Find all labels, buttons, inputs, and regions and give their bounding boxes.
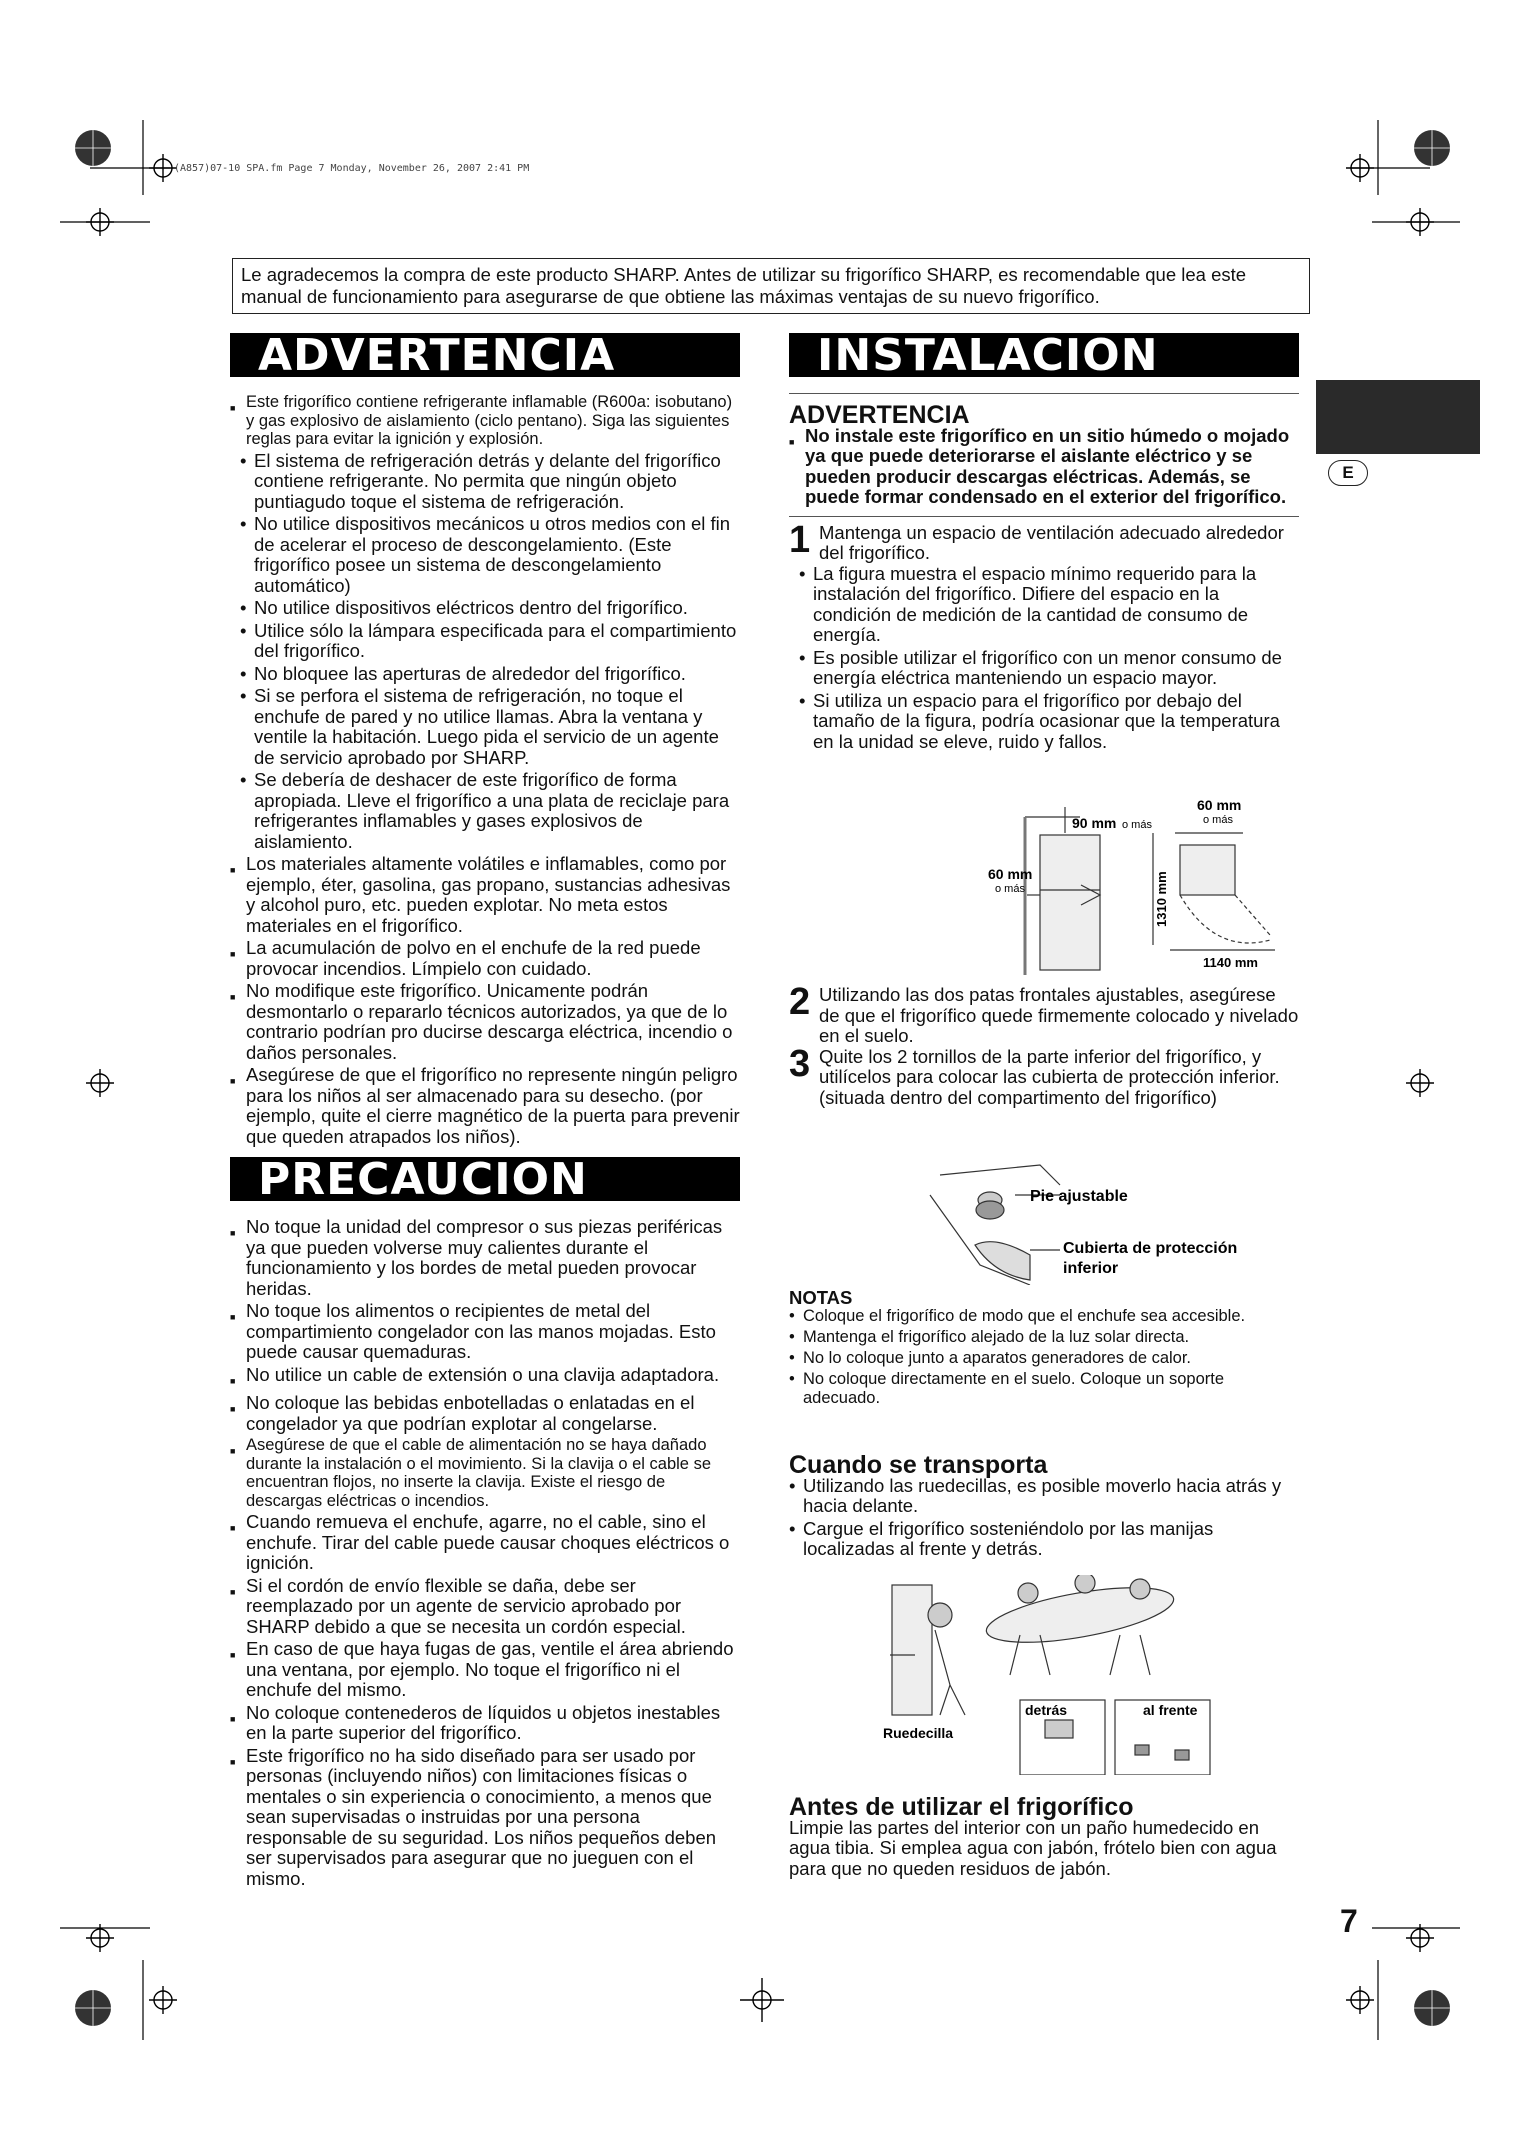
instalacion-warning-title: ADVERTENCIA [789, 401, 970, 429]
precaucion-item: No coloque contenederos de líquidos u objetos inestables en la parte superior del frigorífico. [246, 1701, 721, 1743]
precaucion-item: No toque los alimentos o recipientes de metal del compartimiento congelador con las manos mojadas. Esto puede causar quemaduras. [246, 1300, 716, 1362]
advertencia-sub: No utilice dispositivos mecánicos u otros medios con el fin de acelerar el proceso de descongelamiento. (Este frigorífico posee un sistema de descongelamiento automático) [254, 513, 731, 596]
steps-2-3 [789, 981, 1299, 1108]
cubierta-label-2: inferior [1063, 1260, 1119, 1277]
side-tab-letter: E [1328, 460, 1368, 486]
advertencia-sub: Se debería de deshacer de este frigorífico de forma apropiada. Lleve el frigorífico a una plata de reciclaje para refrigerantes inflamables y gases explosivos de aislamiento. [254, 769, 730, 852]
advertencia-item: No modifique este frigorífico. Unicamente podrán desmontarlo o repararlo técnicos autorizados, ya que de lo contrario podrían pro ducirse descarga eléctrica, incendio o daños personales. [246, 980, 733, 1063]
transporta-title: Cuando se transporta [789, 1451, 1048, 1479]
advertencia-sub: No utilice dispositivos eléctricos dentro del frigorífico. [254, 597, 688, 618]
step-text: Utilizando las dos patas frontales ajustables, asegúrese de que el frigorífico quede firmemente colocado y nivelado en el suelo. [819, 984, 1299, 1046]
nota-item: Mantenga el frigorífico alejado de la luz solar directa. [803, 1328, 1190, 1346]
precaucion-banner: PRECAUCION [230, 1157, 740, 1201]
nota-item: Coloque el frigorífico de modo que el enchufe sea accesible. [803, 1307, 1246, 1325]
transporta-item: Utilizando las ruedecillas, es posible moverlo hacia atrás y hacia delante. [803, 1474, 1282, 1516]
advertencia-body: ■ Este frigorífico contiene refrigerante inflamable (R600a: isobutano) y gas explosivo de aislamiento (ciclo pentano). Siga las siguientes reglas para evitar la ignición y explosión. • El sistema de refrigeración detrás y delante del frigorífico contiene refrigerante. No permita que ningún objeto puntiagudo toque el sistema de refrigeración. • No utilice dispositivos mecánicos u otros medios con el fin de acelerar el proceso de descongelamiento. (Este frigorífico posee un sistema de descongelamiento automático) • No utilice dispositivos eléctricos dentro del frigorífico. • Utilice sólo la lámpara especificada para el compartimiento del frigorífico. • No bloquee las aperturas de alrededor del frigorífico. • Si se perfora el sistema de refrigeración, no toque el enchufe de pared y no utilice llamas. Abra la ventana y ventile la habitación. Luego pida el servicio de un agente de servicio aprobado por SHARP. • Se debería de deshacer de este frigorífico de forma apropiada. Lleve el frigorífico a una plata de reciclaje para refrigerantes inflamables y gases explosivos de aislamiento. ■ Los materiales altamente volátiles e inflamables, como por ejemplo, éter, gasolina, gas propano, sustancias adhesivas y alcohol puro, etc. pueden explotar. No meta estos materiales en el frigorífico. ■ La acumulación de polvo en el enchufe de la red puede provocar incendios. Límpielo con cuidado. ■ No modifique este frigorífico. Unicamente podrán desmontarlo o repararlo técnicos autorizados, ya que de lo contrario podrían pro ducirse descarga eléctrica, incendio o daños personales. ■ Asegúrese de que el frigorífico no represente ningún peligro para los niños al ser almacenado para su desecho. (por ejemplo, quite el cierre magnético de la puerta para prevenir que queden atrapados los niños). [230, 393, 740, 1147]
nota-item: No coloque directamente en el suelo. Coloque un soporte adecuado. [803, 1370, 1225, 1407]
leg-cover-diagram [920, 1145, 1300, 1285]
notas-section: NOTAS • Coloque el frigorífico de modo que el enchufe sea accesible. • Mantenga el frigorífico alejado de la luz solar directa. • No lo coloque junto a aparatos generadores de calor. • No coloque directamente en el suelo. Coloque un soporte adecuado. [789, 1288, 1299, 1410]
transporta-section: Cuando se transporta • Utilizando las ruedecillas, es posible moverlo hacia atrás y hacia delante. • Cargue el frigorífico sosteniéndolo por las manijas localizadas al frente y detrás. [789, 1455, 1299, 1562]
precaucion-item: Asegúrese de que el cable de alimentación no se haya dañado durante la instalación o el movimiento. Si la clavija o el cable se encuentran flojos, no inserte la clavija. Existe el riesgo de descargas eléctricas o incendios. [246, 1436, 711, 1510]
detras-label: detrás [1025, 1702, 1068, 1718]
ruedecilla-label: Ruedecilla [883, 1725, 954, 1741]
antes-text: Limpie las partes del interior con un paño humedecido en agua tibia. Si emplea agua con jabón, frótelo bien con agua para que no queden residuos de jabón. [789, 1816, 1277, 1879]
precaucion-item: Si el cordón de envío flexible se daña, debe ser reemplazado por un agente de servicio aprobado por SHARP debido a que se necesita un cordón especial. [246, 1574, 686, 1637]
cubierta-label-1: Cubierta de protección [1063, 1240, 1238, 1257]
precaucion-item: En caso de que haya fugas de gas, ventile el área abriendo una ventana, por ejemplo. No toque el frigorífico ni el enchufe del mismo. [246, 1638, 734, 1700]
precaucion-item: Este frigorífico no ha sido diseñado para ser usado por personas (incluyendo niños) con limitaciones físicas o mentales o sin experiencia o conocimiento, a menos que sean supervisadas o instruidas por una persona responsable de su seguridad. Los niños pequeños deben ser supervisados para asegurar que no jueguen con el mismo. [246, 1744, 717, 1889]
step-number: 1 [789, 518, 811, 561]
advertencia-item: La acumulación de polvo en el enchufe de la red puede provocar incendios. Límpielo con cuidado. [246, 937, 701, 979]
fig-side-mm: 60 mm [988, 866, 1033, 882]
step-text: Quite los 2 tornillos de la parte inferior del frigorífico, y utilícelos para colocar las cubierta de protección inferior. (situada dentro del compartimento del frigorífico) [819, 1045, 1280, 1108]
nota-item: No lo coloque junto a aparatos generadores de calor. [803, 1349, 1192, 1367]
fig-height: 1310 mm [1154, 871, 1169, 927]
fig-right-mm: 60 mm [1197, 797, 1242, 813]
advertencia-item: Los materiales altamente volátiles e inflamables, como por ejemplo, éter, gasolina, gas propano, sustancias adhesivas y alcohol puro, etc. pueden explotar. No meta estos materiales en el frigorífico. [246, 853, 731, 936]
advertencia-sub: El sistema de refrigeración detrás y delante del frigorífico contiene refrigerante. No permita que ningún objeto puntiagudo toque el sistema de refrigeración. [254, 449, 721, 512]
precaucion-item: No coloque las bebidas enbotelladas o enlatadas en el congelador ya que podrían explotar al congelarse. [246, 1392, 695, 1434]
page-number: 7 [1340, 1903, 1358, 1939]
fig-width: 1140 mm [1203, 955, 1258, 970]
advertencia-item: Este frigorífico contiene refrigerante inflamable (R600a: isobutano) y gas explosivo de aislamiento (ciclo pentano). Siga las siguientes reglas para evitar la ignición y explosión. [246, 393, 733, 448]
precaucion-item: No toque la unidad del compresor o sus piezas periféricas ya que pueden volverse muy calientes durante el funcionamiento y los bordes de metal pueden provocar heridas. [246, 1216, 723, 1299]
instalacion-body: ADVERTENCIA ■ No instale este frigorífico en un sitio húmedo o mojado ya que puede deteriorarse el aislante eléctrico y se pueden producir descargas eléctricas. Además, se puede formar condensado en el exterior del frigorífico. 1 Mantenga un espacio de ventilación adecuado alrededor del frigorífico. • La figura muestra el espacio mínimo requerido para la instalación del frigorífico. Difiere del espacio en la condición de medición de la cantidad de consumo de energía. • Es posible utilizar el frigorífico con un menor consumo de energía eléctrica manteniendo un espacio mayor. • Si utiliza un espacio para el frigorífico por debajo del tamaño de la figura, podría ocasionar que la temperatura en la unidad se eleve, ruido y fallos. [789, 405, 1299, 754]
fig-top-more: o más [1122, 819, 1152, 831]
advertencia-item: Asegúrese de que el frigorífico no represente ningún peligro para los niños al ser almacenado para su desecho. (por ejemplo, quite el cierre magnético de la puerta para prevenir que queden atrapados los niños). [246, 1064, 740, 1147]
frente-label: al frente [1143, 1702, 1198, 1718]
side-tab [1316, 380, 1480, 454]
step-sub: Si utiliza un espacio para el frigorífico por debajo del tamaño de la figura, podría ocasionar que la temperatura en la unidad se eleve, ruido y fallos. [813, 689, 1280, 752]
instalacion-banner: INSTALACION [789, 333, 1299, 377]
advertencia-sub: Utilice sólo la lámpara especificada para el compartimiento del frigorífico. [254, 619, 737, 661]
fig-side-more: o más [995, 883, 1025, 895]
fig-top-mm: 90 mm [1072, 815, 1117, 831]
step-sub: Es posible utilizar el frigorífico con un menor consumo de energía eléctrica manteniendo un espacio mayor. [813, 646, 1282, 688]
precaucion-item: No utilice un cable de extensión o una clavija adaptadora. [246, 1363, 720, 1385]
advertencia-banner: ADVERTENCIA [230, 333, 740, 377]
instalacion-warning-text: No instale este frigorífico en un sitio húmedo o mojado ya que puede deteriorarse el aislante eléctrico y se pueden producir descargas eléctricas. Además, se puede formar condensado en el exterior del frigorífico. [805, 424, 1290, 507]
step-number: 2 [789, 981, 811, 1023]
transport-diagram [880, 1575, 1220, 1775]
transporta-item: Cargue el frigorífico sosteniéndolo por las manijas localizadas al frente y detrás. [803, 1517, 1214, 1559]
notas-title: NOTAS [789, 1287, 853, 1308]
divider [789, 393, 1299, 394]
step-sub: La figura muestra el espacio mínimo requerido para la instalación del frigorífico. Difiere del espacio en la condición de medición de la cantidad de consumo de energía. [813, 562, 1257, 645]
step-number: 3 [789, 1042, 811, 1085]
antes-section [789, 1793, 1299, 1879]
file-header: (A857)07-10 SPA.fm Page 7 Monday, November 26, 2007 2:41 PM [174, 163, 530, 174]
pie-ajustable-label: Pie ajustable [1030, 1188, 1128, 1205]
precaucion-body: ■ No toque la unidad del compresor o sus piezas periféricas ya que pueden volverse muy calientes durante el funcionamiento y los bordes de metal pueden provocar heridas. ■ No toque los alimentos o recipientes de metal del compartimiento congelador con las manos mojadas. Esto puede causar quemaduras. ■ No utilice un cable de extensión o una clavija adaptadora. ■ No coloque las bebidas enbotelladas o enlatadas en el congelador ya que podrían explotar al congelarse. ■ Asegúrese de que el cable de alimentación no se haya dañado durante la instalación o el movimiento. Si la clavija o el cable se encuentran flojos, no inserte la clavija. Existe el riesgo de descargas eléctricas o incendios. ■ Cuando remueva el enchufe, agarre, no el cable, sino el enchufe. Tirar del cable puede causar choques eléctricos o ignición. ■ Si el cordón de envío flexible se daña, debe ser reemplazado por un agente de servicio aprobado por SHARP debido a que se necesita un cordón especial. ■ En caso de que haya fugas de gas, ventile el área abriendo una ventana, por ejemplo. No toque el frigorífico ni el enchufe del mismo. ■ No coloque contenederos de líquidos u objetos inestables en la parte superior del frigorífico. ■ Este frigorífico no ha sido diseñado para ser usado por personas (incluyendo niños) con limitaciones físicas o mentales o sin experiencia o conocimiento, a menos que sean supervisadas o instruidas por una persona responsable de su seguridad. Los niños pequeños deben ser supervisados para asegurar que no jueguen con el mismo. [230, 1217, 740, 1891]
antes-title: Antes de utilizar el frigorífico [789, 1793, 1134, 1821]
advertencia-sub: Si se perfora el sistema de refrigeración, no toque el enchufe de pared y no utilice llamas. Abra la ventana y ventile la habitación. Luego pida el servicio de un agente de servicio aprobado por SHARP. [254, 685, 719, 768]
fig-right-more: o más [1203, 814, 1233, 826]
step-text: Mantenga un espacio de ventilación adecuado alrededor del frigorífico. [819, 521, 1284, 563]
clearance-diagram [985, 795, 1295, 975]
precaucion-item: Cuando remueva el enchufe, agarre, no el cable, sino el enchufe. Tirar del cable puede causar choques eléctricos o ignición. [246, 1511, 730, 1573]
intro-box: Le agradecemos la compra de este producto SHARP. Antes de utilizar su frigorífico SHARP, es recomendable que lea este manual de funcionamiento para asegurarse de que obtiene las máximas ventajas de su nuevo frigorífico. [232, 258, 1310, 314]
advertencia-sub: No bloquee las aperturas de alrededor del frigorífico. [254, 662, 686, 684]
